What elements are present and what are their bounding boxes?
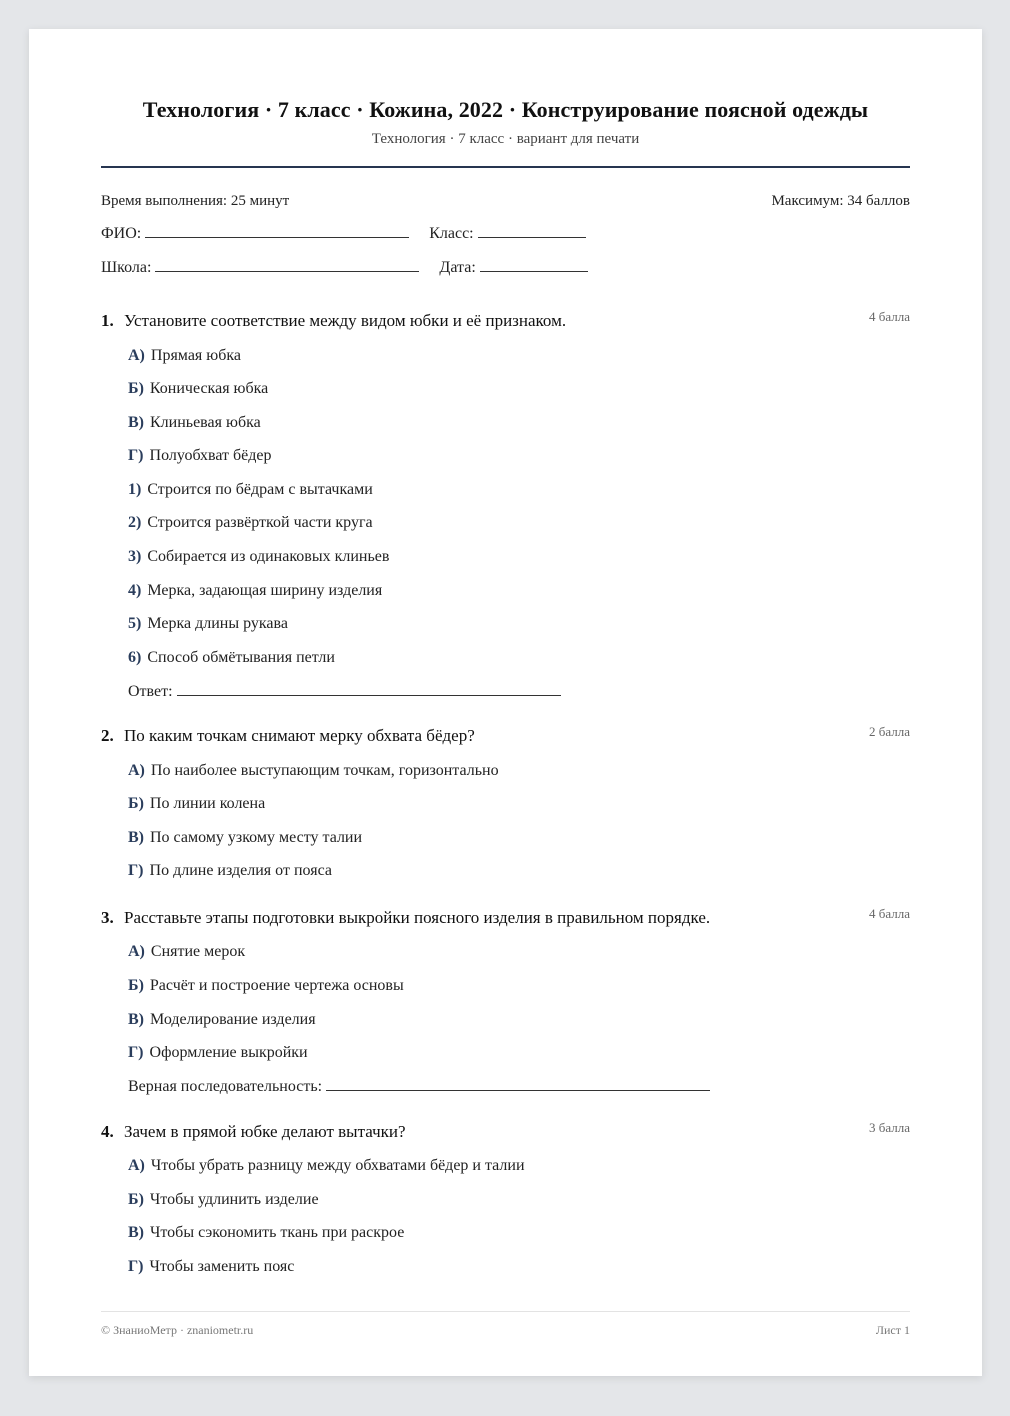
time-limit: Время выполнения: 25 минут	[101, 193, 290, 209]
option-marker: В)	[128, 414, 144, 431]
school-line[interactable]	[155, 270, 419, 272]
answer-row	[128, 683, 561, 701]
option-text: По наиболее выступающим точкам, горизонтально	[150, 762, 499, 779]
option-item	[128, 1157, 525, 1175]
question-number: 2.	[101, 726, 114, 745]
option-text: Способ обмётывания петли	[147, 649, 335, 666]
option-item	[128, 862, 332, 880]
option-text: Чтобы сэкономить ткань при раскрое	[150, 1224, 405, 1241]
option-marker: 6)	[128, 649, 142, 666]
option-item	[128, 649, 335, 667]
option-text: Моделирование изделия	[150, 1011, 316, 1028]
option-marker: 3)	[128, 548, 142, 565]
option-text: Чтобы заменить пояс	[149, 1258, 295, 1275]
answer-row	[128, 1078, 710, 1096]
question-points: 2 балла	[869, 724, 910, 739]
page-subtitle: Технология · 7 класс · вариант для печати	[371, 131, 640, 147]
option-item	[128, 514, 373, 532]
option-text: Снятие мерок	[150, 943, 246, 960]
page-title: Технология · 7 класс · Кожина, 2022 · Конструирование поясной одежды	[142, 97, 869, 122]
class-line[interactable]	[478, 236, 586, 238]
option-marker: 4)	[128, 582, 142, 599]
option-item	[128, 1044, 308, 1062]
option-marker: В)	[128, 829, 144, 846]
footer-divider	[101, 1311, 910, 1312]
option-item	[128, 943, 245, 961]
option-marker: А)	[128, 347, 145, 364]
question-text: По каким точкам снимают мерку обхвата бёдер?	[124, 726, 475, 745]
option-marker: Б)	[128, 1191, 144, 1208]
option-item	[128, 615, 288, 633]
option-marker: 5)	[128, 615, 142, 632]
option-item	[128, 977, 404, 995]
footer-copyright: © ЗнаниоМетр · znaniometr.ru	[101, 1323, 254, 1337]
option-text: По линии колена	[149, 795, 266, 812]
option-text: Мерка, задающая ширину изделия	[147, 582, 383, 599]
option-marker: Б)	[128, 380, 144, 397]
option-marker: Г)	[128, 862, 144, 879]
school-label: Школа:	[101, 259, 152, 276]
school-date-row	[101, 259, 588, 277]
option-marker: А)	[128, 762, 145, 779]
option-marker: А)	[128, 1157, 145, 1174]
option-item	[128, 481, 373, 499]
question-points: 4 балла	[869, 906, 910, 921]
option-marker: 1)	[128, 481, 142, 498]
answer-label: Ответ:	[128, 683, 173, 700]
option-item	[128, 762, 499, 780]
option-marker: Б)	[128, 977, 144, 994]
option-text: Строится развёрткой части круга	[147, 514, 373, 531]
question-points: 4 балла	[869, 309, 910, 324]
question-2	[101, 726, 910, 746]
option-item	[128, 1258, 294, 1276]
option-item	[128, 1011, 316, 1029]
option-item	[128, 795, 265, 813]
answer-label: Верная последовательность:	[128, 1078, 323, 1095]
option-item	[128, 1191, 319, 1209]
option-marker: Г)	[128, 1044, 144, 1061]
fio-line[interactable]	[145, 236, 409, 238]
question-text: Расставьте этапы подготовки выкройки поясного изделия в правильном порядке.	[124, 908, 711, 927]
class-label: Класс:	[429, 225, 474, 242]
question-1	[101, 311, 910, 331]
option-item	[128, 380, 268, 398]
option-item	[128, 829, 362, 847]
option-item	[128, 1224, 404, 1242]
option-text: По длине изделия от пояса	[149, 862, 332, 879]
option-marker: Г)	[128, 447, 144, 464]
option-text: По самому узкому месту талии	[150, 829, 363, 846]
option-text: Прямая юбка	[150, 347, 242, 364]
option-marker: А)	[128, 943, 145, 960]
worksheet-page	[29, 29, 982, 1376]
option-marker: 2)	[128, 514, 142, 531]
option-item	[128, 447, 271, 465]
option-text: Коническая юбка	[149, 380, 269, 397]
option-text: Мерка длины рукава	[147, 615, 288, 632]
option-item	[128, 414, 261, 432]
question-number: 1.	[101, 311, 114, 330]
option-marker: В)	[128, 1011, 144, 1028]
fio-class-row	[101, 225, 586, 243]
max-score: Максимум: 34 баллов	[771, 193, 910, 209]
question-number: 3.	[101, 908, 114, 927]
fio-label: ФИО:	[101, 225, 142, 242]
option-text: Полуобхват бёдер	[149, 447, 272, 464]
option-text: Чтобы убрать разницу между обхватами бёдер и талии	[150, 1157, 525, 1174]
date-line[interactable]	[480, 270, 588, 272]
option-text: Собирается из одинаковых клиньев	[147, 548, 390, 565]
option-text: Чтобы удлинить изделие	[149, 1191, 319, 1208]
answer-line[interactable]	[177, 694, 561, 696]
option-text: Оформление выкройки	[149, 1044, 308, 1061]
page-footer	[101, 1323, 910, 1338]
option-text: Расчёт и построение чертежа основы	[149, 977, 404, 994]
option-item	[128, 582, 382, 600]
option-marker: Г)	[128, 1258, 144, 1275]
option-text: Строится по бёдрам с вытачками	[147, 481, 373, 498]
date-label: Дата:	[439, 259, 476, 276]
page-content	[101, 29, 910, 1376]
option-item	[128, 548, 389, 566]
question-points: 3 балла	[869, 1120, 910, 1135]
question-number: 4.	[101, 1122, 114, 1141]
meta-row	[101, 193, 910, 210]
option-marker: Б)	[128, 795, 144, 812]
option-text: Клиньевая юбка	[150, 414, 261, 431]
question-text: Зачем в прямой юбке делают вытачки?	[124, 1122, 406, 1141]
answer-line[interactable]	[326, 1089, 710, 1091]
option-item	[128, 347, 241, 365]
header-divider	[101, 166, 910, 168]
question-3	[101, 908, 910, 928]
option-marker: В)	[128, 1224, 144, 1241]
question-4	[101, 1122, 910, 1142]
page-number: Лист 1	[875, 1323, 910, 1337]
question-text: Установите соответствие между видом юбки и её признаком.	[124, 311, 567, 330]
